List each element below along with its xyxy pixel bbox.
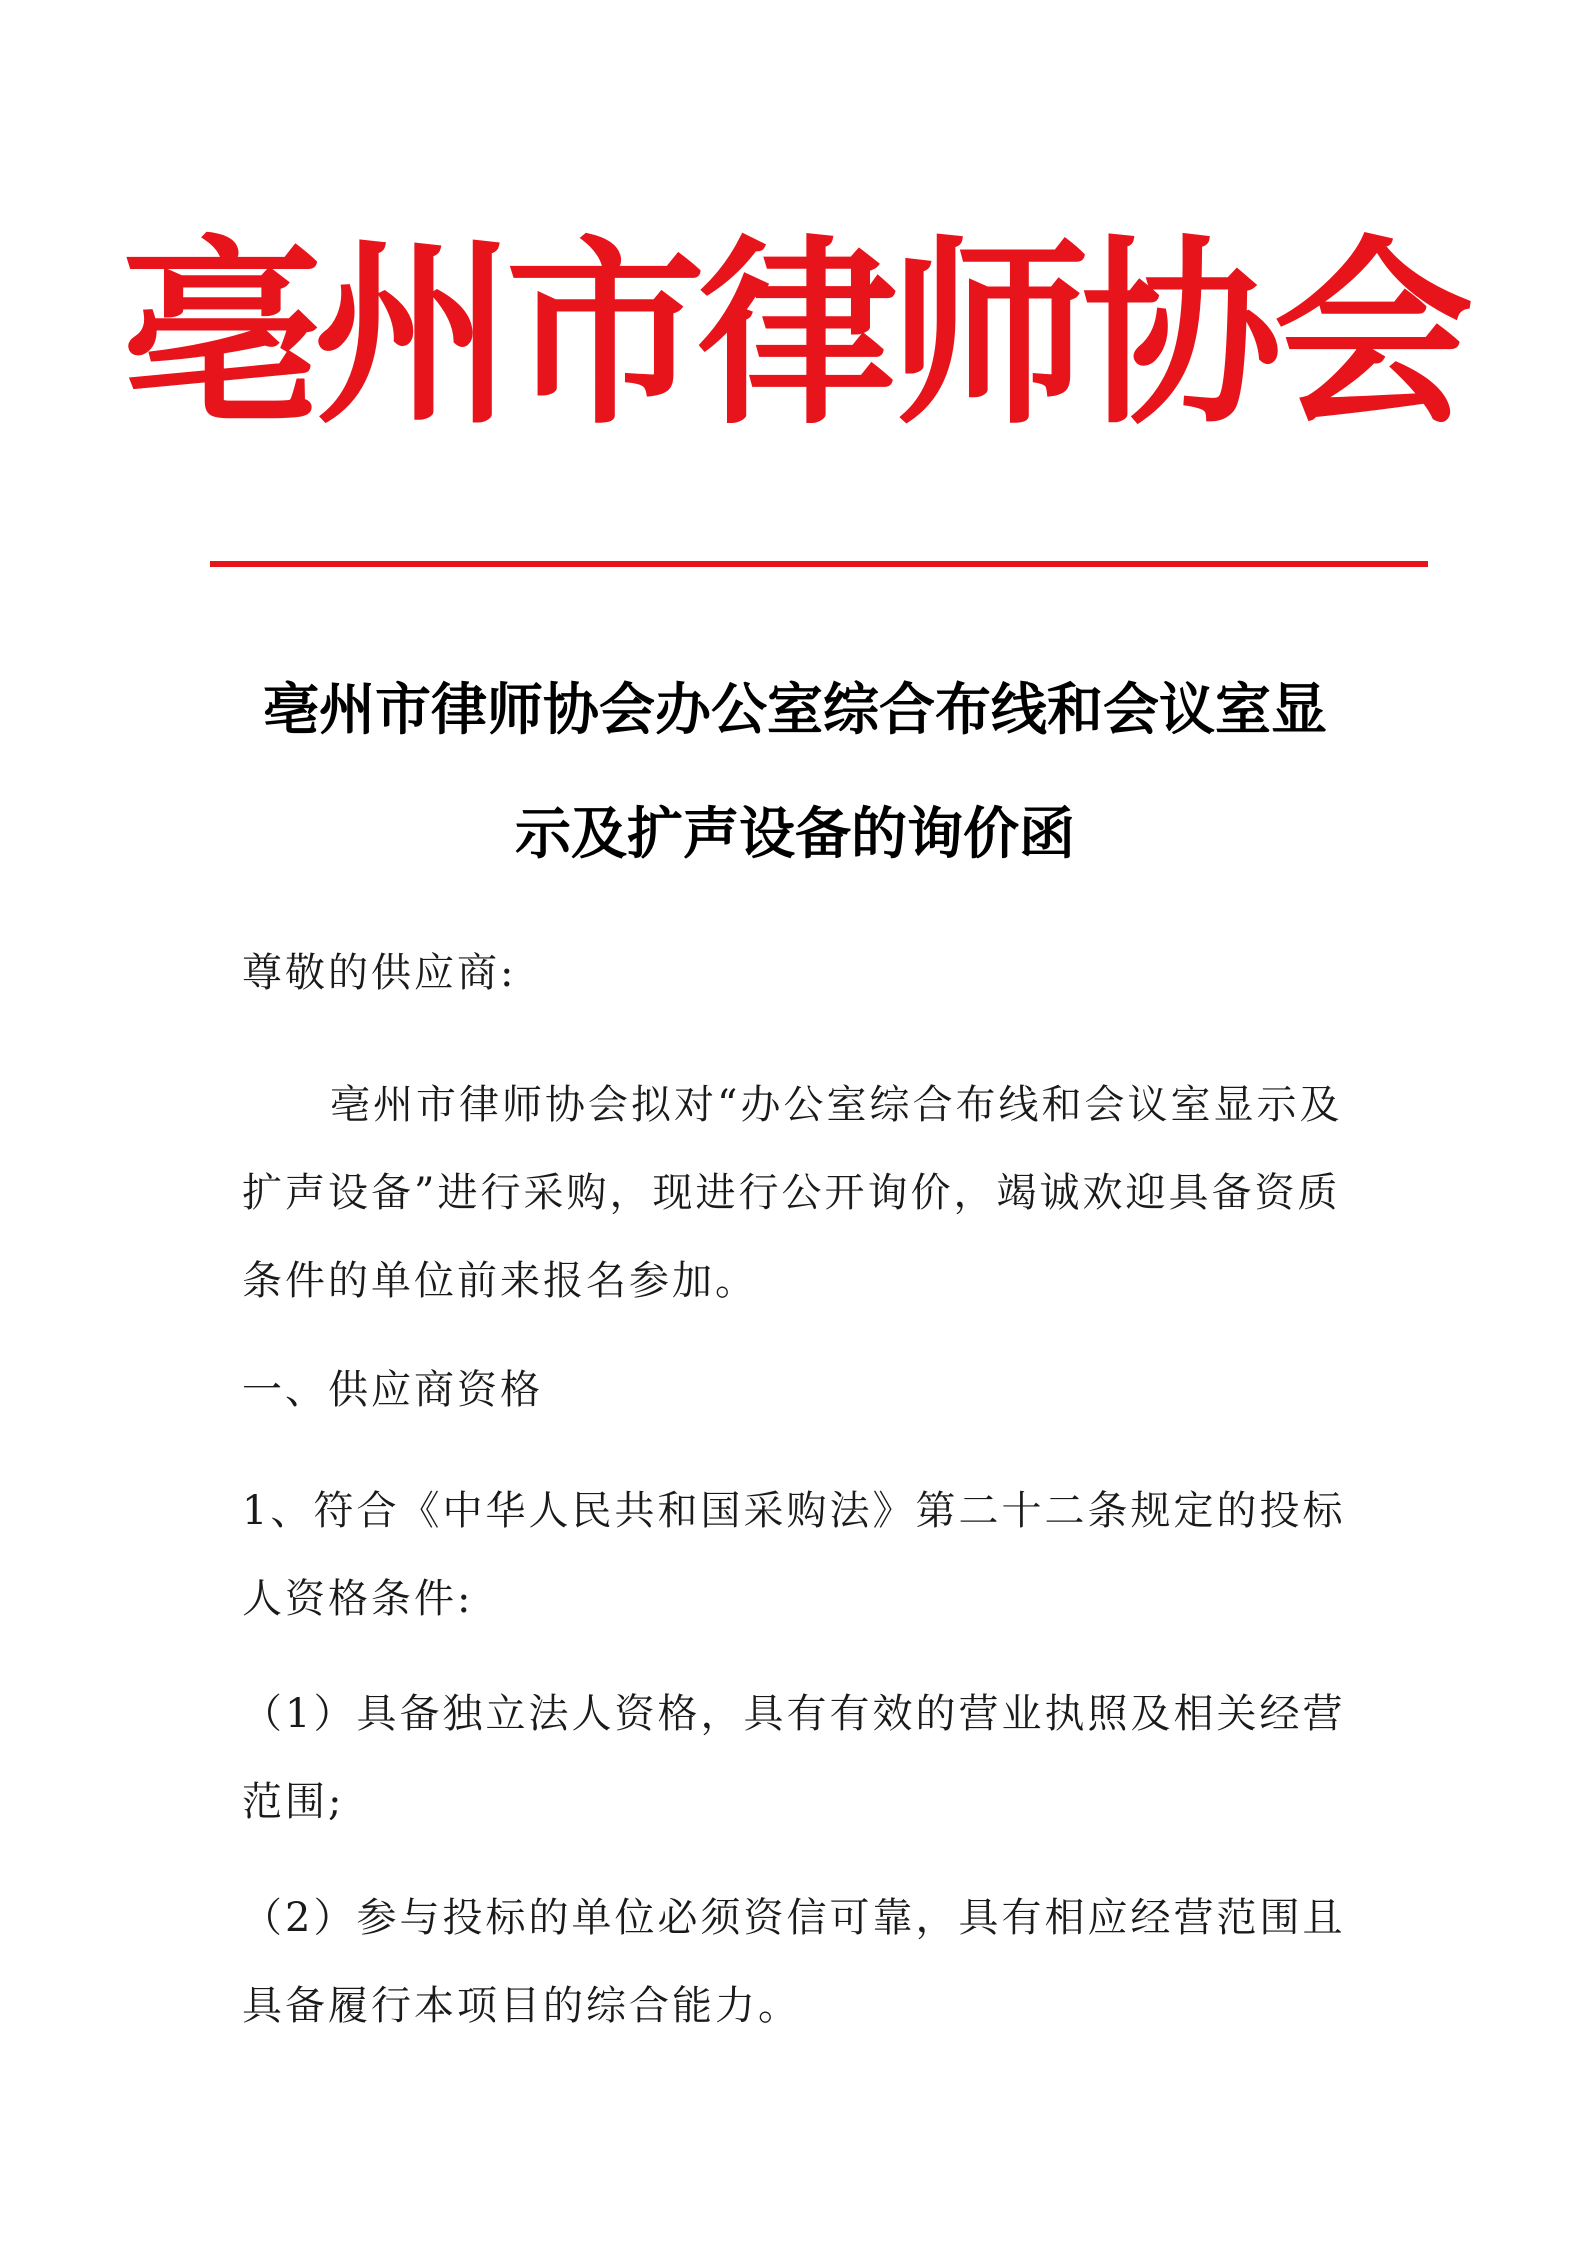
qualification-subitem-2: （2）参与投标的单位必须资信可靠，具有相应经营范围且具备履行本项目的综合能力。 [242, 1895, 1346, 2029]
qualification-item-1: 1、符合《中华人民共和国采购法》第二十二条规定的投标人资格条件: [242, 1488, 1346, 1622]
section-heading-supplier-qualification: 一、供应商资格 [242, 1367, 543, 1413]
salutation: 尊敬的供应商: [242, 950, 517, 996]
document-title: 亳州市律师协会办公室综合布线和会议室显示及扩声设备的询价函 [263, 677, 1327, 867]
intro-paragraph: 亳州市律师协会拟对“办公室综合布线和会议室显示及扩声设备”进行采购，现进行公开询价，竭诚欢迎具备资质条件的单位前来报名参加。 [242, 1082, 1343, 1304]
qualification-subitem-1: （1）具备独立法人资格，具有有效的营业执照及相关经营范围; [242, 1691, 1346, 1825]
letterhead-divider [210, 561, 1428, 567]
letterhead-org-name: 亳州市律师协会 [121, 217, 1466, 452]
